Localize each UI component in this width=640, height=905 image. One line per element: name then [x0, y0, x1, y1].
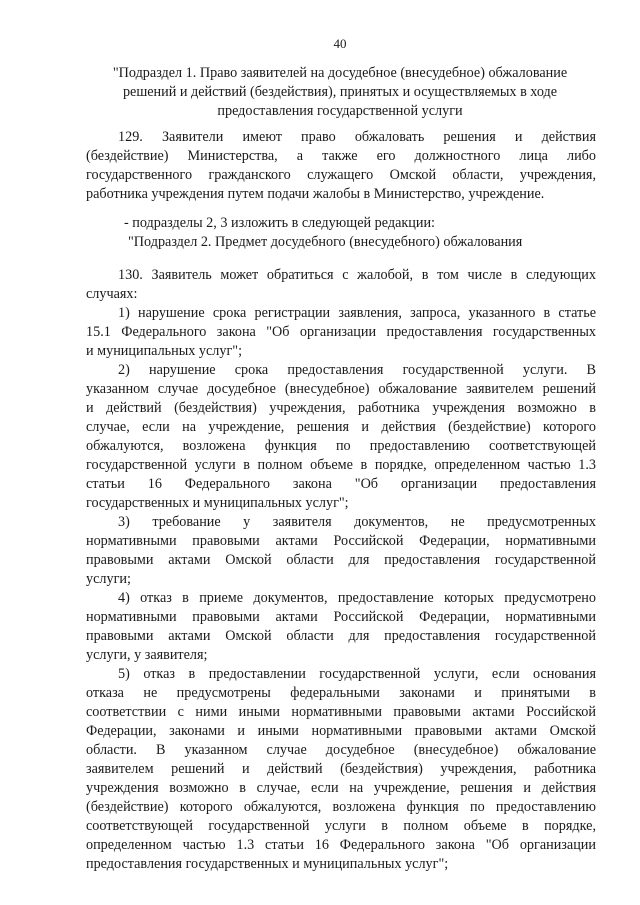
text-line: государственного гражданского служащего Омской области, учреждения, — [86, 167, 596, 183]
text-line: Федерации, законами и иными нормативными правовыми актами Омской — [86, 723, 596, 739]
text-line: 5) отказ в предоставлении государственной услуги, если основания — [118, 666, 596, 682]
text-line: нормативными правовыми актами Российской Федерации, нормативными — [86, 609, 596, 625]
text-line: 129. Заявители имеют право обжаловать решения и действия — [118, 129, 596, 145]
subsection-1-heading — [80, 64, 600, 121]
text-line: соответствии с ними иными нормативными правовыми актами Российской — [86, 704, 596, 720]
text-line: 130. Заявитель может обратиться с жалобой, в том числе в следующих — [118, 267, 596, 283]
text-line: случае, если на учреждение, решения и действия (бездействие) которого — [86, 419, 596, 435]
text-line: правовыми актами Омской области для предоставления государственной — [86, 628, 596, 644]
text-line: (бездействие) которого обжалуются, возложена функция по предоставлению — [86, 799, 596, 815]
text-line: услуги; — [86, 571, 131, 587]
heading-line: "Подраздел 1. Право заявителей на досудебное (внесудебное) обжалование — [112, 65, 568, 81]
text-line: определенном частью 1.3 статьи 16 Федерального закона "Об организации — [86, 837, 596, 853]
text-line: 4) отказ в приеме документов, предоставление которых предусмотрено — [118, 590, 596, 606]
text-line: статьи 16 Федерального закона "Об организации предоставления — [86, 476, 596, 492]
text-line: соответствующей государственной услуги в полном объеме в порядке, — [86, 818, 596, 834]
list-item-3 — [86, 513, 596, 589]
text-line: заявителем решений и действий (бездействия) учреждения, работника — [86, 761, 596, 777]
page-number: 40 — [333, 36, 347, 51]
text-line: работника учреждения путем подачи жалобы в Министерство, учреждение. — [86, 186, 545, 202]
text-line: обжалуются, возложена функция по предоставлению соответствующей — [86, 438, 596, 454]
list-item-5 — [86, 665, 596, 874]
heading-line: предоставления государственной услуги — [217, 103, 463, 119]
text-line: 2) нарушение срока предоставления государственной услуги. В — [118, 362, 596, 378]
text-line: государственной услуги в полном объеме в порядке, определенном частью 1.3 — [86, 457, 596, 473]
text-line: (бездействие) Министерства, а также его должностного лица либо — [86, 148, 596, 164]
subsection-2-heading: "Подраздел 2. Предмет досудебного (внесудебного) обжалования — [128, 234, 523, 250]
paragraph-129 — [86, 128, 596, 204]
text-line: отказа не предусмотрены федеральными законами и принятыми в — [86, 685, 596, 701]
text-line: 1) нарушение срока регистрации заявления, запроса, указанного в статье — [118, 305, 596, 321]
list-item-4 — [86, 589, 596, 665]
text-line: учреждения возможно в случае, если на учреждение, решения и действия — [86, 780, 596, 796]
list-item-1 — [86, 304, 596, 361]
text-line: области. В указанном случае досудебное (внесудебное) обжалование — [86, 742, 596, 758]
list-item-2 — [86, 361, 596, 513]
text-line: и действий (бездействия) учреждения, работника учреждения возможно в — [86, 400, 596, 416]
text-line: случаях: — [86, 286, 138, 302]
text-line: указанном случае досудебное (внесудебное) обжалование заявителем решений — [86, 381, 596, 397]
paragraph-130 — [86, 266, 596, 304]
text-line: нормативными правовыми актами Российской Федерации, нормативными — [86, 533, 596, 549]
text-line: 3) требование у заявителя документов, не предусмотренных — [118, 514, 596, 530]
amendment-note — [124, 214, 604, 252]
text-line: предоставления государственных и муниципальных услуг"; — [86, 856, 449, 872]
amendment-line: - подразделы 2, 3 изложить в следующей редакции: — [124, 215, 435, 231]
text-line: и муниципальных услуг"; — [86, 343, 243, 359]
text-line: услуги, у заявителя; — [86, 647, 208, 663]
text-line: 15.1 Федерального закона "Об организации предоставления государственных — [86, 324, 596, 340]
text-line: правовыми актами Омской области для предоставления государственной — [86, 552, 596, 568]
text-line: государственных и муниципальных услуг"; — [86, 495, 349, 511]
heading-line: решений и действий (бездействия), принятых и осуществляемых в ходе — [122, 84, 558, 100]
